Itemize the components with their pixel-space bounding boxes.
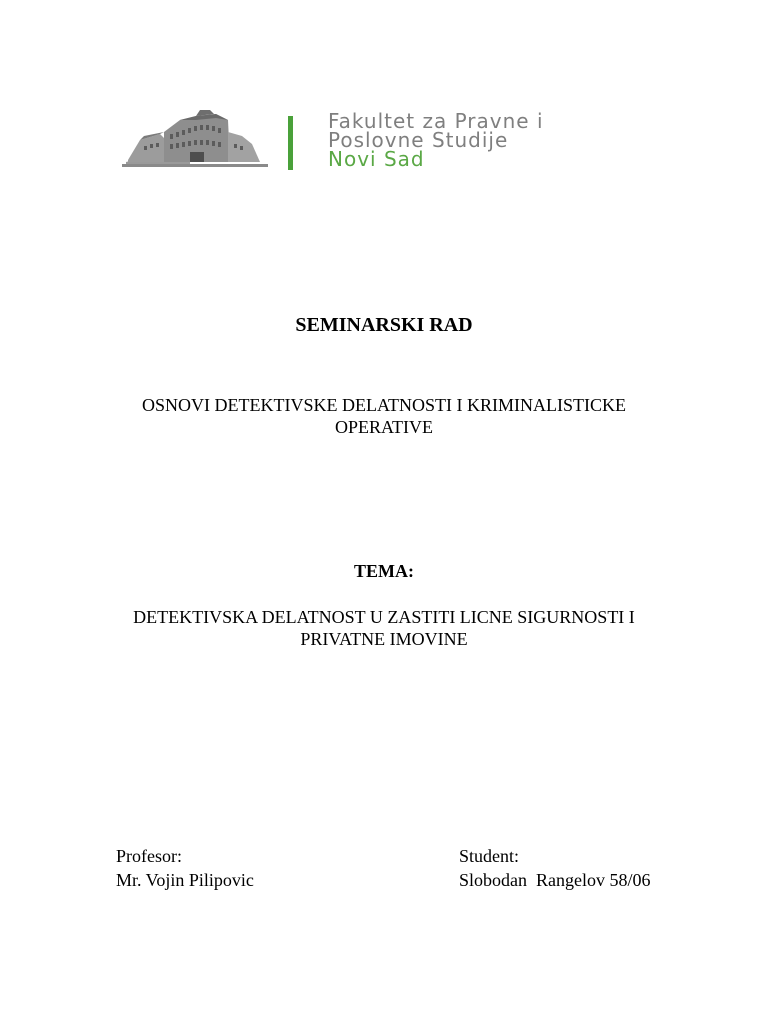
course-title bbox=[0, 394, 768, 438]
faculty-name bbox=[328, 109, 544, 171]
logo-divider bbox=[288, 116, 293, 170]
professor-name: Mr. Vojin Pilipovic bbox=[116, 870, 254, 890]
topic-title bbox=[0, 606, 768, 650]
course-title-line2: OPERATIVE bbox=[335, 417, 433, 437]
student-block bbox=[459, 844, 651, 892]
course-title-line1: OSNOVI DETEKTIVSKE DELATNOSTI I KRIMINALISTICKE bbox=[142, 395, 626, 415]
faculty-logo bbox=[120, 108, 720, 171]
student-name: Slobodan Rangelov 58/06 bbox=[459, 870, 651, 890]
faculty-name-line2: Poslovne Studije bbox=[328, 128, 509, 152]
topic-title-line1: DETEKTIVSKA DELATNOST U ZASTITI LICNE SIGURNOSTI I bbox=[133, 607, 635, 627]
faculty-city: Novi Sad bbox=[328, 147, 425, 171]
topic-title-line2: PRIVATNE IMOVINE bbox=[300, 629, 468, 649]
document-type: SEMINARSKI RAD bbox=[295, 314, 473, 336]
faculty-name-line1: Fakultet za Pravne i bbox=[328, 109, 544, 133]
professor-label: Profesor: bbox=[116, 846, 182, 866]
topic-label: TEMA: bbox=[354, 561, 414, 581]
student-label: Student: bbox=[459, 846, 520, 866]
building-emblem-icon bbox=[120, 110, 270, 168]
professor-block bbox=[116, 844, 254, 892]
